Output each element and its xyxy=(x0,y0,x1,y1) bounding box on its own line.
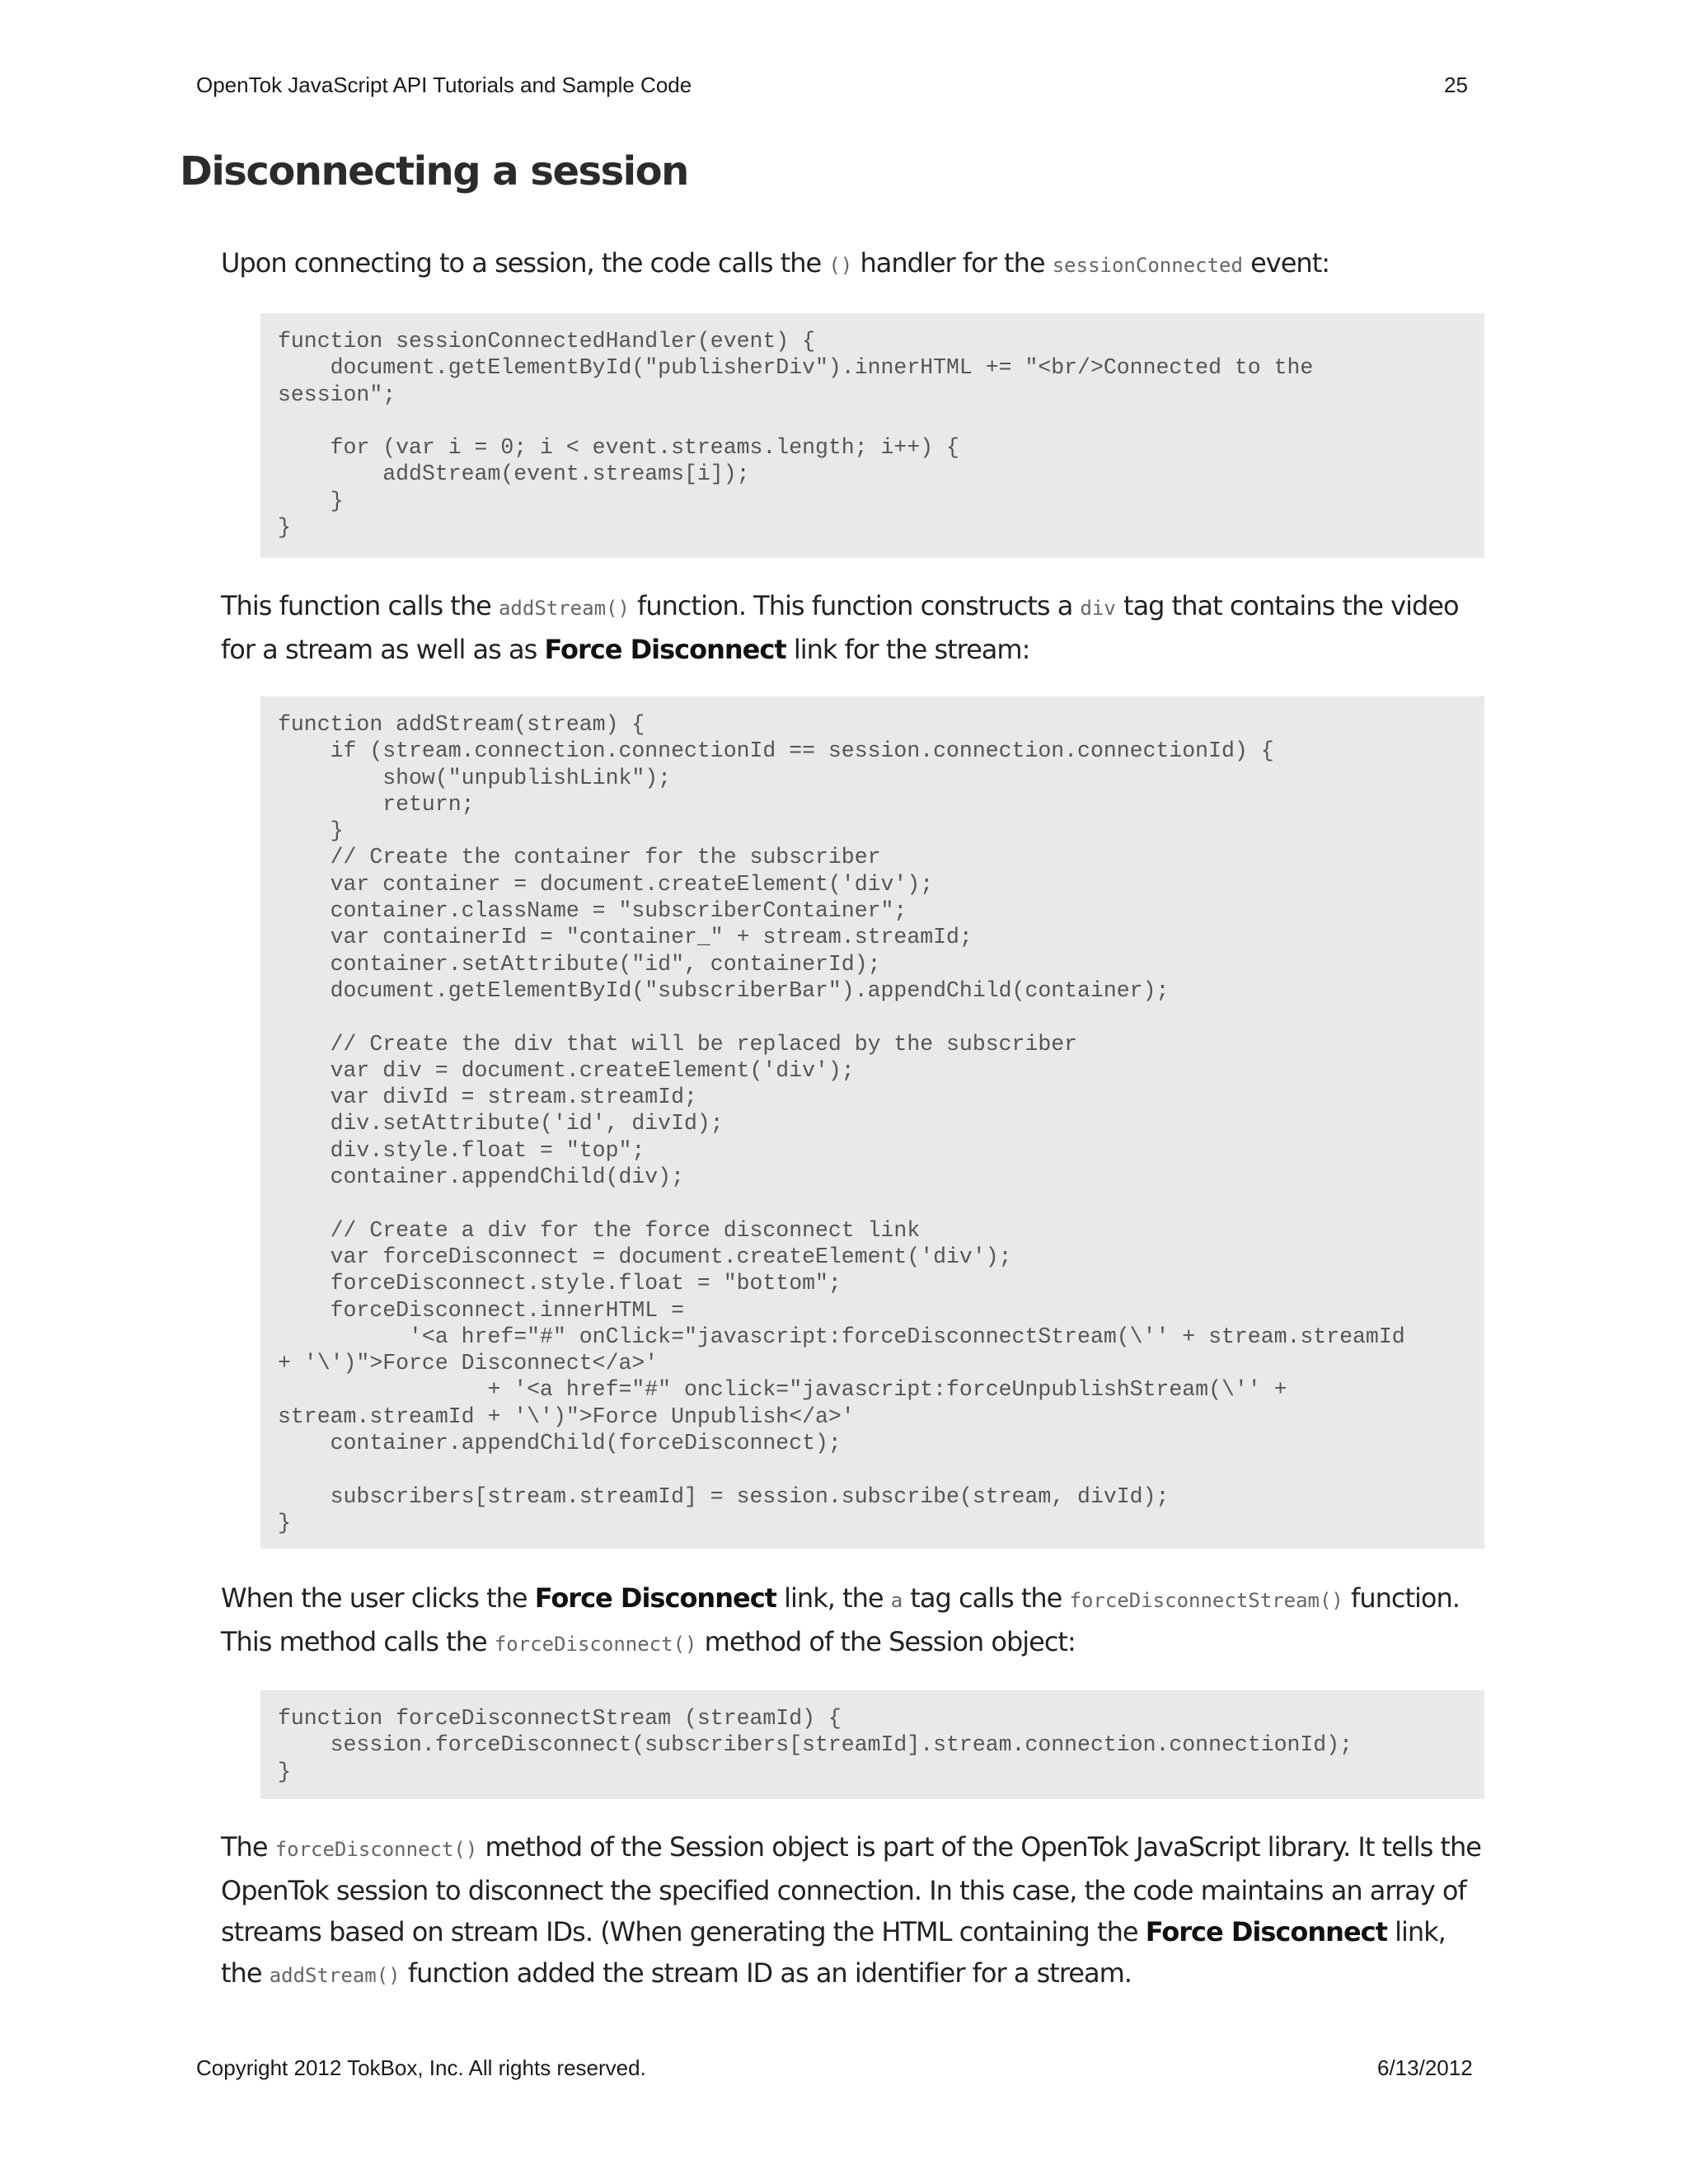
code-block-add-stream xyxy=(260,696,1484,1549)
inline-code: a xyxy=(890,1589,903,1612)
code-listing: function addStream(stream) { if (stream.connection.connectionId == session.connection.connectionId) { show("unpublishLink"); return; } // Create the container for the subscriber var container = document.createElement('div'); container.className = "subscriberContainer"; var containerId = "container_" + stream.streamId; container.setAttribute("id", containerId); document.getElementById("subscriberBar").appendChild(container); // Create the div that will be replaced by the subscriber var div = document.createElement('div'); var divId = stream.streamId; div.setAttribute('id', divId); div.style.float = "top"; container.appendChild(div); // Create a div for the force disconnect link var forceDisconnect = document.createElement('div'); forceDisconnect.style.float = "bottom"; forceDisconnect.innerHTML = '<a href="#" onClick="javascript:forceDisconnectStream(\'' + stream.streamId + '\')">Force Disconnect</a>' + '<a href="#" onclick="javascript:forceUnpublishStream(\'' + stream.streamId + '\')">Force Unpublish</a>' container.appendChild(forceDisconnect); subscribers[stream.streamId] = session.subscribe(stream, divId); } xyxy=(278,712,1405,1535)
code-listing: function sessionConnectedHandler(event) { document.getElementById("publisherDiv").innerHTML += "<br/>Connected to the session"; for (var i = 0; i < event.streams.length; i++) { addStream(event.streams[i]); } } xyxy=(278,329,1314,541)
bold-term: Force Disconnect xyxy=(544,634,786,665)
inline-code: forceDisconnect() xyxy=(274,1838,478,1861)
bold-term: Force Disconnect xyxy=(534,1582,776,1614)
code-block-session-connected-handler xyxy=(260,313,1484,558)
copyright-notice: Copyright 2012 TokBox, Inc. All rights reserved. xyxy=(196,2055,646,2080)
inline-code: forceDisconnect() xyxy=(494,1633,697,1656)
inline-code: () xyxy=(828,254,853,277)
inline-code: div xyxy=(1080,597,1116,620)
force-disconnect-paragraph: When the user clicks the Force Disconnect link, the a tag calls the forceDisconnectStream() function. This method calls the forceDisconnect() method of the Session object: xyxy=(221,1582,1460,1657)
inline-code: forceDisconnectStream() xyxy=(1069,1589,1343,1612)
page-number: 25 xyxy=(1444,73,1468,97)
intro-paragraph: Upon connecting to a session, the code calls the () handler for the sessionConnected event: xyxy=(221,247,1330,279)
inline-code: addStream() xyxy=(498,597,630,620)
add-stream-paragraph: This function calls the addStream() function. This function constructs a div tag that contains the video for a stream as well as as Force Disconnect link for the stream: xyxy=(221,590,1459,665)
document-date: 6/13/2012 xyxy=(1377,2055,1473,2080)
bold-term: Force Disconnect xyxy=(1145,1916,1387,1947)
inline-code: addStream() xyxy=(269,1964,401,1987)
library-explanation-paragraph: The forceDisconnect() method of the Session object is part of the OpenTok JavaScript library. It tells the OpenTok session to disconnect the specified connection. In this case, the code maintains an array of streams based on stream IDs. (When generating the HTML containing the Force Disconnect link, the addStream() function added the stream ID as an identifier for a stream. xyxy=(221,1831,1481,1989)
code-listing: function forceDisconnectStream (streamId) { session.forceDisconnect(subscribers[streamId].stream.connection.connectionId); } xyxy=(278,1706,1353,1784)
section-title: Disconnecting a session xyxy=(180,148,688,194)
running-header-title: OpenTok JavaScript API Tutorials and Sample Code xyxy=(196,73,692,97)
code-block-force-disconnect-stream xyxy=(260,1690,1484,1799)
inline-code: sessionConnected xyxy=(1052,254,1243,277)
